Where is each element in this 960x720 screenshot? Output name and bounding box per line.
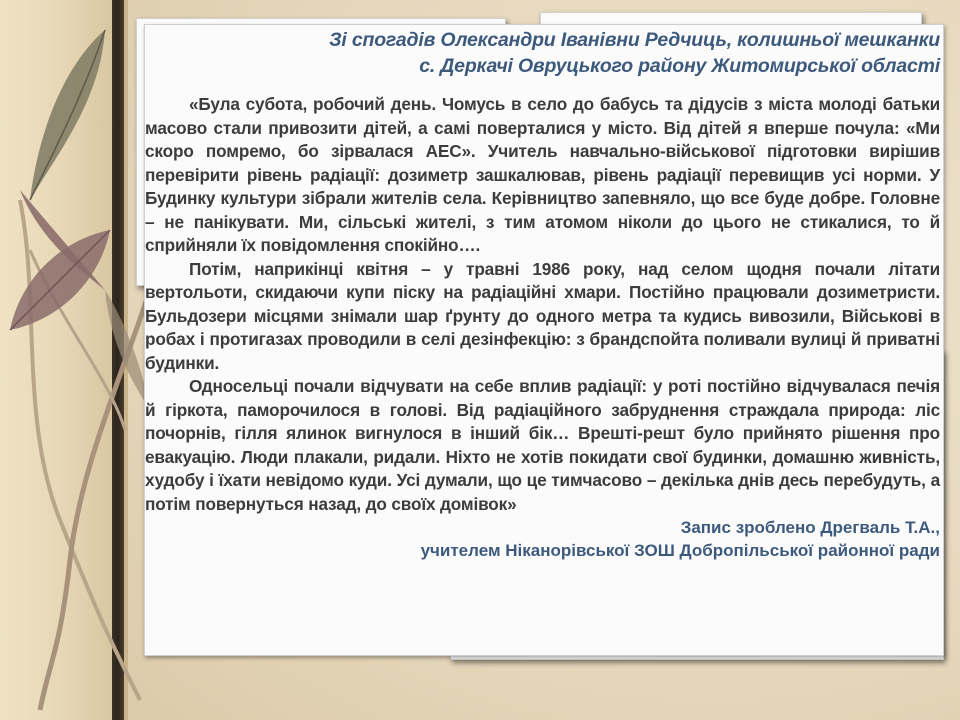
- memoir-content: [145, 27, 940, 562]
- page-title: [145, 27, 940, 79]
- title-line-2: с. Деркачі Овруцького району Житомирської області: [419, 55, 940, 77]
- memoir-text: [145, 93, 940, 516]
- attribution-line-1: Запис зроблено Дрегваль Т.А.,: [680, 518, 940, 537]
- title-line-1: Зі спогадів Олександри Іванівни Редчиць, колишньої мешканки: [329, 29, 940, 51]
- paragraph-3: Односельці почали відчувати на себе вплив радіації: у роті постійно відчувалася печія й гіркота, паморочилося в голові. Від радіаційного забруднення страждала природа: ліс почорнів, гілля ялинок вигнулося в інший бік… Врешті-решт було прийнято рішення про евакуацію. Люди плакали, ридали. Ніхто не хотів покидати свої будинки, домашню живність, худобу і їхати невідомо куди. Усі думали, що це тимчасово – декілька днів десь перебудуть, а потім повернуться назад, до своїх домівок»: [145, 376, 940, 514]
- paragraph-1: «Була субота, робочий день. Чомусь в село до бабусь та дідусів з міста молоді батьки масово стали привозити дітей, а самі поверталися у місто. Від дітей я вперше почула: «Ми скоро помремо, бо зірвалася АЕС». Учитель навчально-військової підготовки вирішив перевірити рівень радіації: дозиметр зашкалював, рівень радіації перевищив усі норми. У Будинку культури зібрали жителів села. Керівництво запевняло, що все буде добре. Головне – не панікувати. Ми, сільські жителі, з тим атомом ніколи до цього не стикалися, то й сприйняли їх повідомлення спокійно….: [145, 94, 940, 255]
- paragraph-2: Потім, наприкінці квітня – у травні 1986 року, над селом щодня почали літати вертольоти, скидаючи купи піску на радіаційні хмари. Постійно працювали дозиметристи. Бульдозери місцями знімали шар ґрунту до одного метра та кудись вивозили, Військові в робах і протигазах проводили в селі дезінфекцію: з брандспойта поливали вулиці й приватні будинки.: [145, 258, 940, 373]
- attribution: [145, 516, 940, 562]
- attribution-line-2: учителем Ніканорівської ЗОШ Добропільської районної ради: [420, 541, 940, 560]
- upper-leaf: [30, 30, 105, 200]
